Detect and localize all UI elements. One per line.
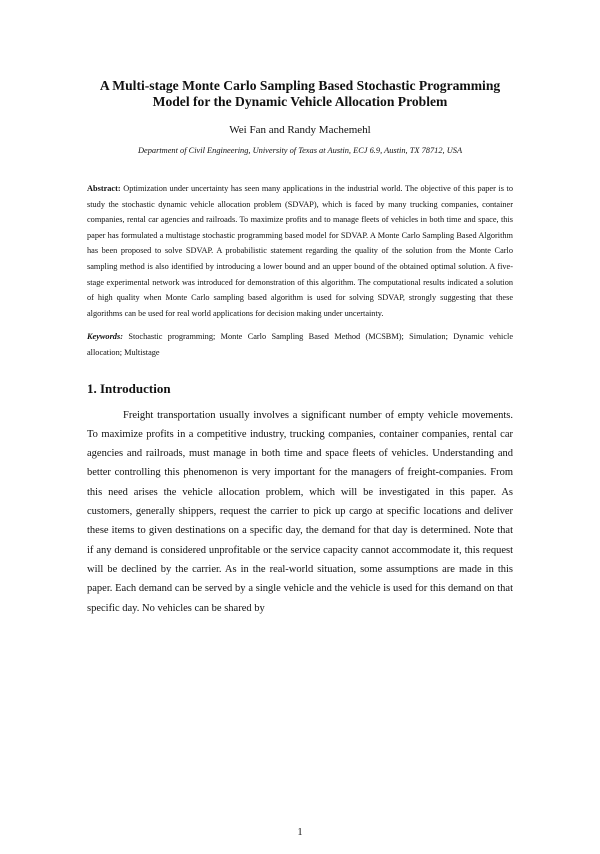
keywords (87, 329, 513, 360)
keywords-text: Stochastic programming; Monte Carlo Sampling Based Method (MCSBM); Simulation; Dynamic vehicle allocation; Multistage (87, 332, 513, 357)
title-line-1: A Multi-stage Monte Carlo Sampling Based Stochastic Programming (99, 78, 501, 93)
title-line-2: Model for the Dynamic Vehicle Allocation Problem (152, 94, 448, 109)
section-heading-introduction: 1. Introduction (87, 380, 171, 396)
authors: Wei Fan and Randy Machemehl (229, 124, 371, 136)
abstract-label: Abstract: (87, 184, 121, 193)
paper-page (0, 78, 600, 854)
introduction-paragraph: Freight transportation usually involves a significant number of empty vehicle movements. To maximize profits in a competitive industry, trucking companies, container companies, rental car agencies and railroads, must manage in both time and space fleets of vehicles. Understanding and better controlling this phenomenon is very important for the managers of freight-companies. From this need arises the vehicle allocation problem, which will be investigated in this paper. As customers, generally shippers, request the carrier to pick up cargo at specific locations and deliver these items to given destinations on a specific day, the demand for that day is determined. Note that if any demand is considered unprofitable or the service capacity cannot accommodate it, this request will be declined by the carrier. As in the real-world situation, some assumptions are made in this paper. Each demand can be served by a single vehicle and the vehicle is used for this demand on that specific day. No vehicles can be shared by (87, 409, 513, 614)
keywords-label: Keywords: (87, 332, 123, 342)
paper-title (87, 78, 513, 110)
page-number: 1 (297, 827, 303, 838)
affiliation: Department of Civil Engineering, University of Texas at Austin, ECJ 6.9, Austin, TX 78712, USA (137, 146, 463, 155)
abstract-text: Optimization under uncertainty has seen many applications in the industrial world. The objective of this paper is to study the stochastic dynamic vehicle allocation problem (SDVAP), which is faced by many trucking companies, container companies, rental car agencies and railroads. To maximize profits and to manage fleets of vehicles in both time and space, this paper has formulated a multistage stochastic programming based model for SDVAP. A Monte Carlo Sampling Based Algorithm has been proposed to solve SDVAP. A probabilistic statement regarding the quality of the solution from the Monte Carlo sampling method is also identified by introducing a lower bound and an upper bound of the obtained optimal solution. A five-stage experimental network was introduced for demonstration of this algorithm. The computational results indicated a solution of high quality when Monte Carlo sampling based algorithm is used for solving SDVAP, strongly suggesting that these algorithms can be used for real world applications for decision making under uncertainty. (87, 184, 513, 318)
abstract (87, 181, 513, 321)
